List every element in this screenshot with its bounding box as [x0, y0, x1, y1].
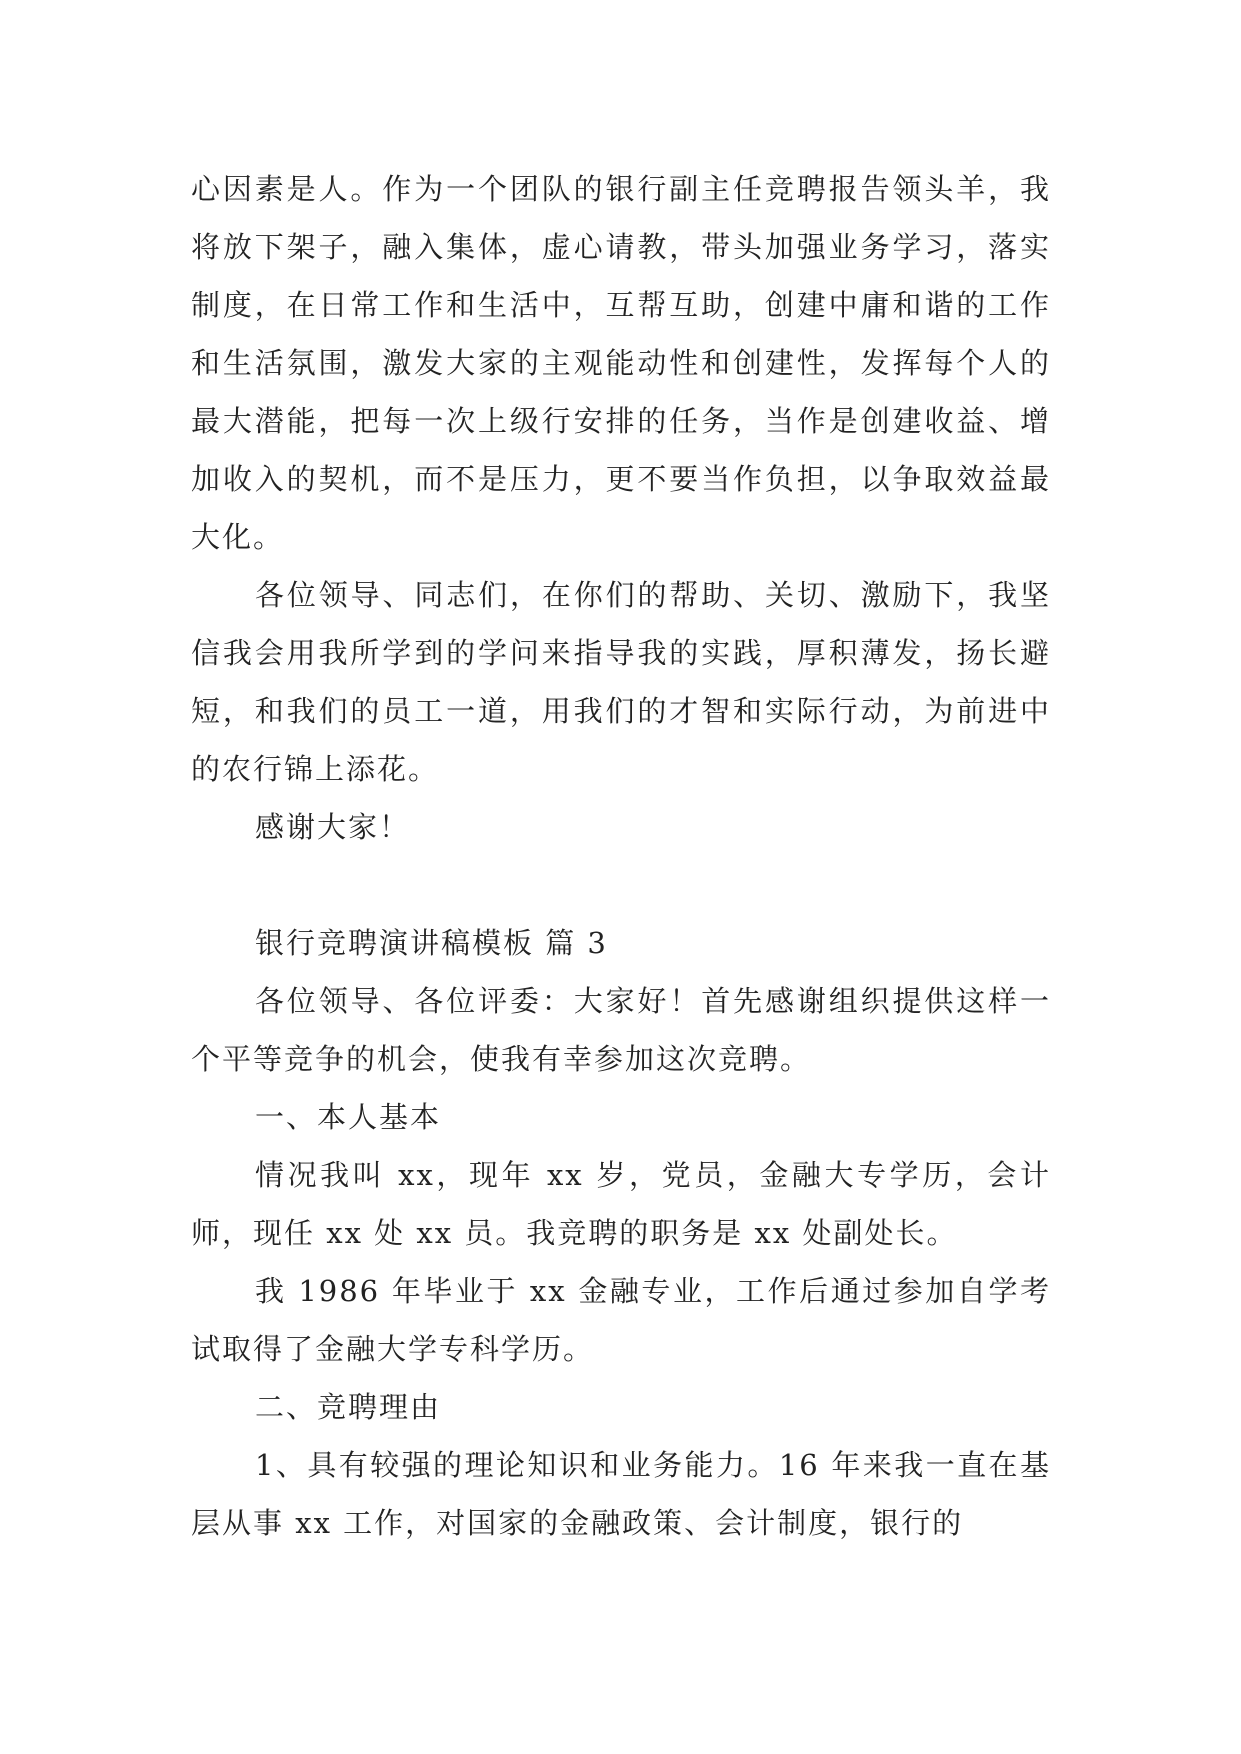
paragraph-continuation: 心因素是人。作为一个团队的银行副主任竞聘报告领头羊，我将放下架子，融入集体，虚心请教，带头加强业务学习，落实制度，在日常工作和生活中，互帮互助，创建中庸和谐的工作和生活氛围，激发大家的主观能动性和创建性，发挥每个人的最大潜能，把每一次上级行安排的任务，当作是创建收益、增加收入的契机，而不是压力，更不要当作负担，以争取效益最大化。 — [191, 172, 1051, 554]
paragraph-reason-1: 1、具有较强的理论知识和业务能力。16 年来我一直在基层从事 xx 工作，对国家的金融政策、会计制度，银行的 — [191, 1448, 1051, 1540]
subheading-reasons: 二、竞聘理由 — [255, 1390, 442, 1424]
paragraph-personal-info: 情况我叫 xx，现年 xx 岁，党员，金融大专学历，会计师，现任 xx 处 xx 员。我竞聘的职务是 xx 处副处长。 — [191, 1158, 1051, 1250]
document-body — [191, 160, 1051, 1552]
paragraph-thanks: 感谢大家！ — [255, 810, 411, 844]
paragraph-greeting: 各位领导、各位评委：大家好！首先感谢组织提供这样一个平等竞争的机会，使我有幸参加这次竞聘。 — [191, 984, 1051, 1076]
subheading-basic-info: 一、本人基本 — [255, 1100, 442, 1134]
blank-line — [191, 856, 1051, 914]
paragraph-closing-remarks: 各位领导、同志们，在你们的帮助、关切、激励下，我坚信我会用我所学到的学问来指导我的实践，厚积薄发，扬长避短，和我们的员工一道，用我们的才智和实际行动，为前进中的农行锦上添花。 — [191, 578, 1051, 786]
section-heading: 银行竞聘演讲稿模板 篇 3 — [255, 926, 608, 960]
paragraph-education: 我 1986 年毕业于 xx 金融专业，工作后通过参加自学考试取得了金融大学专科学历。 — [191, 1274, 1051, 1366]
